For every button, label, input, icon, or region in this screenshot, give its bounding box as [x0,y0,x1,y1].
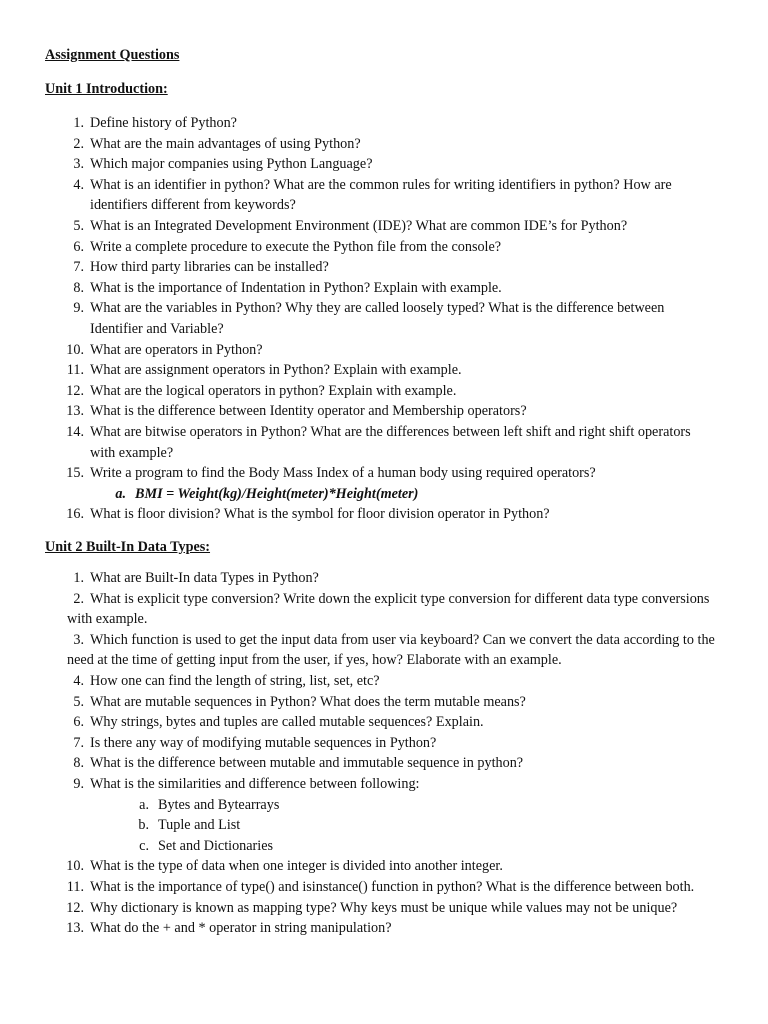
unit1-heading: Unit 1 Introduction: [45,81,168,97]
item-text: What is the difference between mutable and immutable sequence in python? [90,755,524,772]
list-item [0,774,720,795]
list-item [0,113,710,134]
sub-item-text: Tuple and List [158,817,241,834]
unit2-heading: Unit 2 Built-In Data Types: [45,539,211,555]
sub-list-item [0,836,768,857]
item-text: What is the difference between Identity operator and Membership operators? [90,403,527,420]
item-number: 12. [66,899,84,916]
item-number: 16. [66,506,84,523]
item-text: Is there any way of modifying mutable sequences in Python? [90,734,437,751]
list-item [0,918,720,939]
list-item [0,340,710,361]
sub-item-letter: c. [139,837,149,854]
item-number: 7. [73,259,84,276]
list-item [0,589,717,630]
item-text: What are the main advantages of using Python? [90,135,361,152]
list-item [0,692,720,713]
item-text: What do the + and * operator in string manipulation? [90,920,392,937]
item-text: Define history of Python? [90,115,237,131]
item-number: 10. [66,858,84,875]
item-text: Why dictionary is known as mapping type? Why keys must be unique while values may not be unique? [90,899,678,916]
item-number: 5. [73,217,84,234]
item-number: 1. [73,115,84,131]
item-text: How one can find the length of string, list, set, etc? [90,672,380,689]
item-text: What is an Integrated Development Environment (IDE)? What are common IDE’s for Python? [90,217,628,234]
page-title: Assignment Questions [45,47,180,63]
item-text: What are operators in Python? [90,341,263,358]
list-item [0,753,720,774]
list-item [0,278,710,299]
item-text: What are the logical operators in python? Explain with example. [90,382,457,399]
item-number: 4. [73,672,84,689]
list-item [0,422,710,463]
list-item [0,381,710,402]
list-item [0,856,720,877]
item-text: Write a program to find the Body Mass Index of a human body using required operators? [90,465,596,482]
item-text: What are assignment operators in Python? Explain with example. [90,362,462,379]
item-number: 4. [73,176,84,193]
item-text: What are bitwise operators in Python? What are the differences between left shift and right shift operators with example? [90,423,691,461]
list-item [0,216,710,237]
item-number: 13. [66,403,84,420]
formula-letter: a. [115,485,126,502]
list-item [0,154,710,175]
item-number: 3. [73,631,84,648]
item-text: What is explicit type conversion? Write down the explicit type conversion for different data type conversions with example. [67,590,710,628]
item-number: 14. [66,423,84,440]
item-text: What is the importance of Indentation in Python? Explain with example. [90,279,502,296]
item-text: Why strings, bytes and tuples are called mutable sequences? Explain. [90,714,484,731]
list-item [0,712,720,733]
unit1-question-list [0,113,768,525]
item-number: 1. [73,570,84,586]
item-text: What is the type of data when one integer is divided into another integer. [90,858,503,875]
list-item [0,671,720,692]
list-item [0,401,710,422]
formula-text: BMI = Weight(kg)/Height(meter)*Height(meter) [135,485,419,502]
item-number: 11. [66,362,84,379]
list-item [0,257,710,278]
item-text: What are the variables in Python? Why they are called loosely typed? What is the difference between Identifier and Variable? [90,300,665,337]
sub-item-letter: a. [139,796,149,813]
item-text: What are mutable sequences in Python? What does the term mutable means? [90,693,526,710]
list-item [0,898,720,919]
item-text: Which major companies using Python Language? [90,156,373,173]
list-item [0,298,710,339]
sub-item-letter: b. [138,817,149,834]
item-number: 8. [73,755,84,772]
item-number: 7. [73,734,84,751]
bmi-formula [0,484,768,505]
list-item [0,568,720,589]
item-number: 12. [66,382,84,399]
item-text: What is an identifier in python? What are the common rules for writing identifiers in python? How are identifiers different from keywords? [90,176,672,214]
item-number: 15. [66,465,84,482]
item-text: How third party libraries can be installed? [90,259,329,276]
item-number: 13. [66,920,84,937]
item-number: 2. [73,135,84,152]
list-item [0,237,710,258]
item-number: 6. [73,714,84,731]
list-item [0,877,720,898]
item-text: What is the importance of type() and isinstance() function in python? What is the difference between both. [90,878,695,895]
sub-list-item [0,795,768,816]
item-number: 6. [73,238,84,255]
item-number: 11. [66,878,84,895]
item-number: 2. [73,590,84,607]
item-text: What is floor division? What is the symbol for floor division operator in Python? [90,506,550,523]
item-text: Write a complete procedure to execute the Python file from the console? [90,238,502,255]
item-number: 9. [73,300,84,317]
list-item [0,630,717,671]
list-item [0,134,710,155]
sub-list-item [0,815,768,836]
item-number: 5. [73,693,84,710]
unit2-question-list [0,568,768,939]
item-text: What is the similarities and difference between following: [90,775,420,792]
sub-item-text: Bytes and Bytearrays [158,796,280,813]
list-item [0,504,710,525]
item-number: 10. [66,341,84,358]
list-item [0,733,720,754]
item-number: 3. [73,156,84,173]
item-text: What are Built-In data Types in Python? [90,570,319,586]
item-text: Which function is used to get the input data from user via keyboard? Can we convert the data according to the need at the time of getting input from the user, if yes, how? Elaborate with an example. [67,631,715,669]
list-item [0,360,710,381]
sub-item-text: Set and Dictionaries [158,837,274,854]
list-item [0,175,710,216]
item-number: 9. [73,775,84,792]
list-item [0,463,710,484]
item-number: 8. [73,279,84,296]
